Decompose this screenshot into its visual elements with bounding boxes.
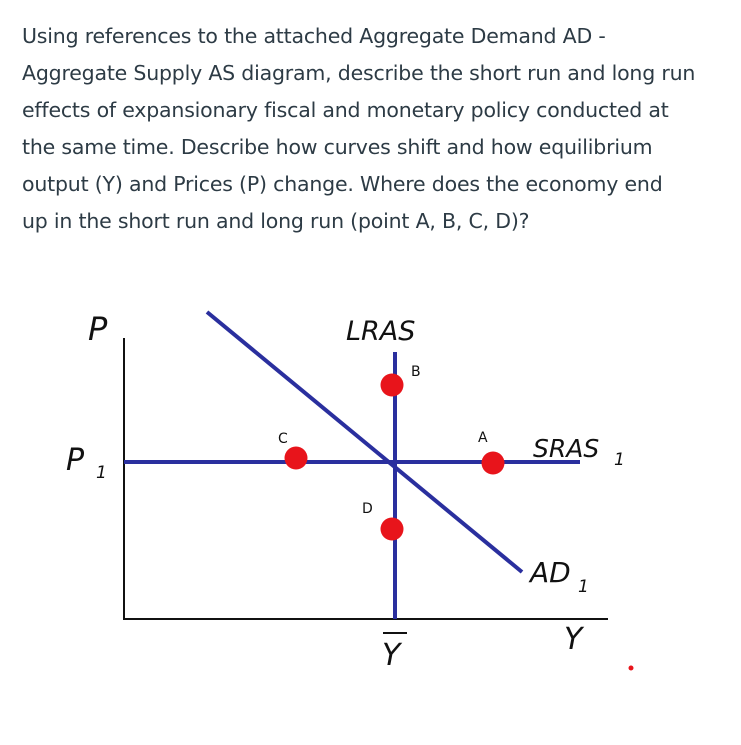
point-d xyxy=(381,518,404,541)
stray-dot xyxy=(629,666,634,671)
ad-label: AD xyxy=(530,556,571,589)
y-axis-label: P xyxy=(88,310,108,348)
lras-label: LRAS xyxy=(346,316,416,347)
point-b xyxy=(381,374,404,397)
question-line: Aggregate Supply AS diagram, describe the short run and long run xyxy=(22,61,696,85)
ad-curve xyxy=(207,312,522,572)
sras-label: SRAS xyxy=(533,434,600,463)
question-line: the same time. Describe how curves shift and how equilibrium xyxy=(22,135,653,159)
potential-output-label: Y xyxy=(382,638,401,673)
point-a xyxy=(482,452,505,475)
ad-sub: 1 xyxy=(578,577,589,597)
point-label-d: D xyxy=(362,501,373,517)
price-level-sub: 1 xyxy=(96,463,107,483)
question-line: output (Y) and Prices (P) change. Where does the economy end xyxy=(22,172,663,196)
point-label-a: A xyxy=(478,430,488,446)
point-label-c: C xyxy=(278,431,288,447)
point-label-b: B xyxy=(411,364,421,380)
point-c xyxy=(285,447,308,470)
x-axis-label: Y xyxy=(564,622,583,657)
price-level-label: P xyxy=(66,443,85,478)
question-line: Using references to the attached Aggregate Demand AD - xyxy=(22,24,606,48)
question-line: effects of expansionary fiscal and monetary policy conducted at xyxy=(22,98,669,122)
sras-sub: 1 xyxy=(614,450,625,470)
question-line: up in the short run and long run (point A, B, C, D)? xyxy=(22,209,530,233)
